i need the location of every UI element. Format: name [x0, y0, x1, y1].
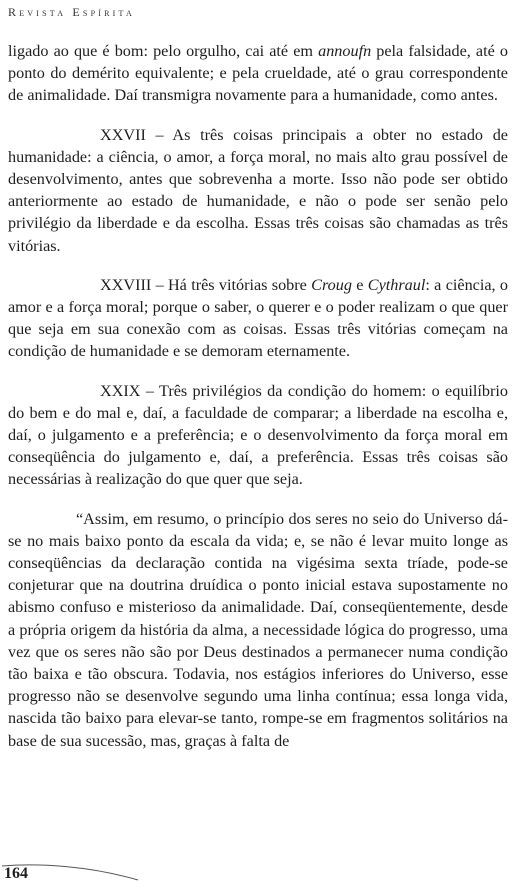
italic-term: annoufn [318, 42, 372, 60]
quote-paragraph: “Assim, em resumo, o princípio dos seres no seio do Universo dá-se no mais baixo ponto da escala da vida; e, se não é levar muito longe as conseqüências da declaração contida na vigésima sexta tríade, pode-se conjeturar que na doutrina druídica o ponto inicial estava supostamente no abismo confuso e misterioso da animalidade. Daí, conseqüentemente, desde a própria origem da história da alma, a necessidade lógica do progresso, uma vez que os seres não são por Deus destinados a permanecer numa condição tão baixa e tão obscura. Todavia, nos estágios inferiores do Universo, esse progresso não se desenvolve segundo uma linha contínua; essa longa vida, nascida tão baixo para elevar-se tanto, rompe-se em fragmentos solitários na base de sua sucessão, mas, graças à falta de [8, 509, 508, 750]
page-body [8, 40, 508, 752]
paragraph-continuation [8, 40, 508, 107]
paragraph-text: ligado ao que é bom: pelo orgulho, cai até em [8, 42, 319, 60]
italic-term: Croug [311, 275, 352, 294]
paragraph-text: e [351, 275, 368, 294]
page-number: 164 [4, 865, 28, 882]
paragraph-text: XXVIII – Há três vitórias sobre [100, 275, 312, 294]
italic-term: Cythraul [367, 275, 426, 294]
paragraph-text: : a ciência, o amor e a força moral; porque o saber, o querer e o poder realizam o que quer que seja em sua conexão com as coisas. Essas três vitórias começam na condição de humanidade e se demoram eternamente. [8, 275, 508, 361]
paragraph-text: pela falsidade, até o ponto do demérito equivalente; e pela crueldade, até o grau correspondente de animalidade. Daí transmigra novamente para a humanidade, como antes. [8, 42, 508, 105]
triad-xxvii: XXVII – As três coisas principais a obter no estado de humanidade: a ciência, o amor, a força moral, no mais alto grau possível de desenvolvimento, antes que sobrevenha a morte. Isso não pode ser obtido anteriormente ao estado de humanidade, e não o pode ser senão pelo privilégio da liberdade e da escolha. Essas três coisas são chamadas as três vitórias. [8, 125, 508, 255]
triad-xxix: XXIX – Três privilégios da condição do homem: o equilíbrio do bem e do mal e, daí, a faculdade de comparar; a liberdade na escolha e, daí, o julgamento e a preferência; e o desenvolvimento da força moral em conseqüência do julgamento e, daí, a preferência. Essas três coisas são necessárias à realização do que quer que seja. [8, 381, 508, 489]
triad-xxviii [8, 274, 508, 363]
running-head: Revista Espírita [8, 5, 135, 19]
